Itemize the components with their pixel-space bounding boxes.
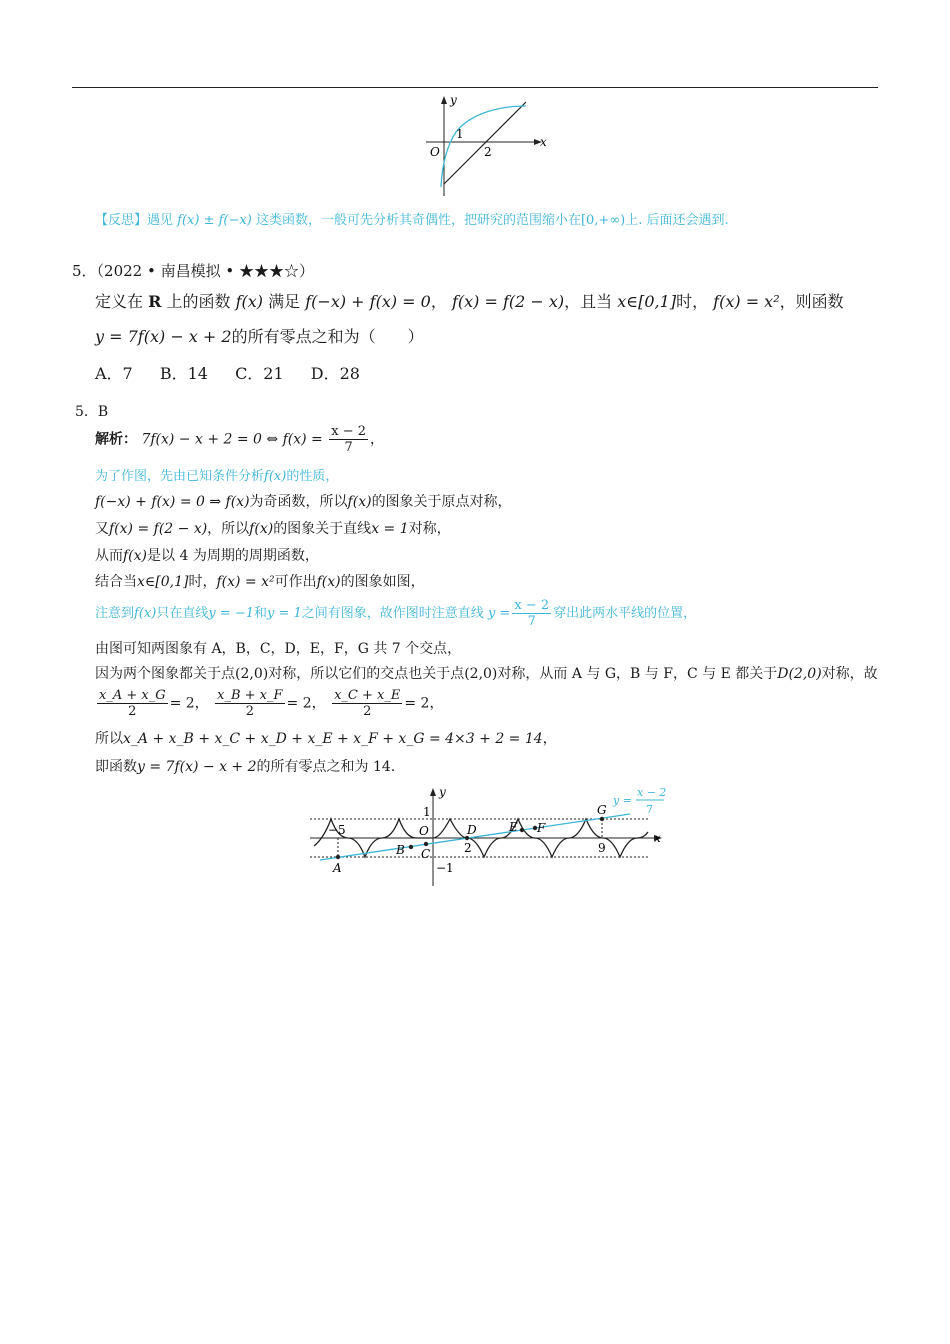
- graph1-tick-2: 2: [484, 145, 492, 159]
- eq-fraction: $\frac{x - 2}{7}$: [331, 424, 366, 455]
- option-c[interactable]: C．21: [235, 364, 284, 383]
- problem-stmt-line-1: 定义在 R 上的函数 f(x) 满足 f(−x) + f(x) = 0， f(x) = f(2 − x)，且当 x∈[0,1]时， f(x) = x²，则函数: [95, 292, 844, 311]
- problem-header: 5．（2022 • 南昌模拟 • ★★★☆）: [72, 262, 314, 280]
- hint-fraction: $\frac{x - 2}{7}$: [514, 598, 550, 629]
- step-fractions: $\frac{x\_A + x\_G}{2}$ = 2， $\frac{x\_B + x\_F}{2}$ = 2， $\frac{x\_C + x\_E}{2}$ = 2，: [99, 688, 444, 719]
- graph2-pt-E: E: [509, 820, 518, 834]
- graph2-pt-A: A: [333, 861, 342, 875]
- graph2-pt-C: C: [421, 847, 431, 861]
- step-8: 即函数y = 7f(x) − x + 2的所有零点之和为 14.: [95, 759, 396, 775]
- solution-eq: 解析： 7f(x) − x + 2 = 0 ⇔ f(x) = $\frac{x - 2}{7}$ ，: [95, 424, 384, 455]
- graph1-y-label: y: [450, 93, 457, 107]
- graph1-origin: O: [430, 145, 440, 159]
- graph-2: [300, 782, 680, 892]
- graph2-y-label: y: [439, 785, 446, 799]
- hint-2: 注意到f(x)只在直线y = −1和y = 1之间有图象，故作图时注意直线 y = $\frac{x - 2}{7}$ 穿出此两水平线的位置，: [95, 598, 697, 629]
- graph2-tick-9: 9: [598, 841, 606, 855]
- option-d[interactable]: D．28: [310, 364, 360, 383]
- frac-ce: $\frac{x\_C + x\_E}{2}$: [334, 688, 401, 719]
- frac-ag: $\frac{x\_A + x\_G}{2}$: [99, 688, 166, 719]
- frac-bf: $\frac{x\_B + x\_F}{2}$: [217, 688, 283, 719]
- graph1-tick-1: 1: [456, 127, 464, 141]
- graph2-line-num: x − 2: [637, 786, 667, 799]
- hint-1: 为了作图，先由已知条件分析f(x)的性质，: [95, 469, 339, 484]
- graph1-x-label: x: [540, 135, 547, 149]
- option-a[interactable]: A．7: [95, 364, 133, 383]
- graph-1: [418, 92, 558, 200]
- graph2-pt-G: G: [597, 803, 607, 817]
- graph2-tick-1: 1: [423, 805, 431, 819]
- graph2-line-y: y =: [613, 794, 632, 807]
- step-6: 因为两个图象都关于点(2,0)对称，所以它们的交点也关于点(2,0)对称，从而 A 与 G，B 与 F，C 与 E 都关于D(2,0)对称，故: [95, 666, 878, 682]
- problem-stmt-line-2: y = 7f(x) − x + 2的所有零点之和为（ ）: [95, 327, 424, 346]
- option-b[interactable]: B．14: [159, 364, 208, 383]
- reflection-label: 【反思】: [95, 213, 148, 228]
- graph2-pt-F: F: [537, 821, 546, 835]
- graph2-pt-B: B: [396, 843, 405, 857]
- answer-line: 5．B: [75, 404, 109, 420]
- reflection-note: 【反思】遇见 f(x) ± f(−x) 这类函数，一般可先分析其奇偶性，把研究的范围缩小在[0,+∞)上. 后面还会遇到.: [95, 213, 729, 228]
- graph2-tick-2: 2: [464, 841, 472, 855]
- step-3: 从而f(x)是以 4 为周期的周期函数，: [95, 548, 319, 564]
- step-4: 结合当x∈[0,1]时，f(x) = x²可作出f(x)的图象如图，: [95, 574, 425, 590]
- graph2-line-den: 7: [646, 803, 653, 816]
- graph2-tick-m1: −1: [436, 861, 454, 875]
- graph2-tick-m5: −5: [328, 823, 346, 837]
- graph2-origin: O: [419, 824, 429, 838]
- graph2-line: [320, 814, 630, 860]
- top-rule: [72, 87, 878, 88]
- problem-options: [95, 363, 360, 385]
- step-7: 所以x_A + x_B + x_C + x_D + x_E + x_F + x_G = 4×3 + 2 = 14，: [95, 731, 557, 747]
- step-2: 又f(x) = f(2 − x)，所以f(x)的图象关于直线x = 1对称，: [95, 521, 451, 537]
- step-5: 由图可知两图象有 A，B，C，D，E，F，G 共 7 个交点，: [95, 641, 462, 657]
- step-1: f(−x) + f(x) = 0 ⇒ f(x)为奇函数，所以f(x)的图象关于原点对称，: [95, 494, 512, 510]
- graph2-pt-D: D: [467, 823, 477, 837]
- graph2-x-label: x: [654, 831, 661, 845]
